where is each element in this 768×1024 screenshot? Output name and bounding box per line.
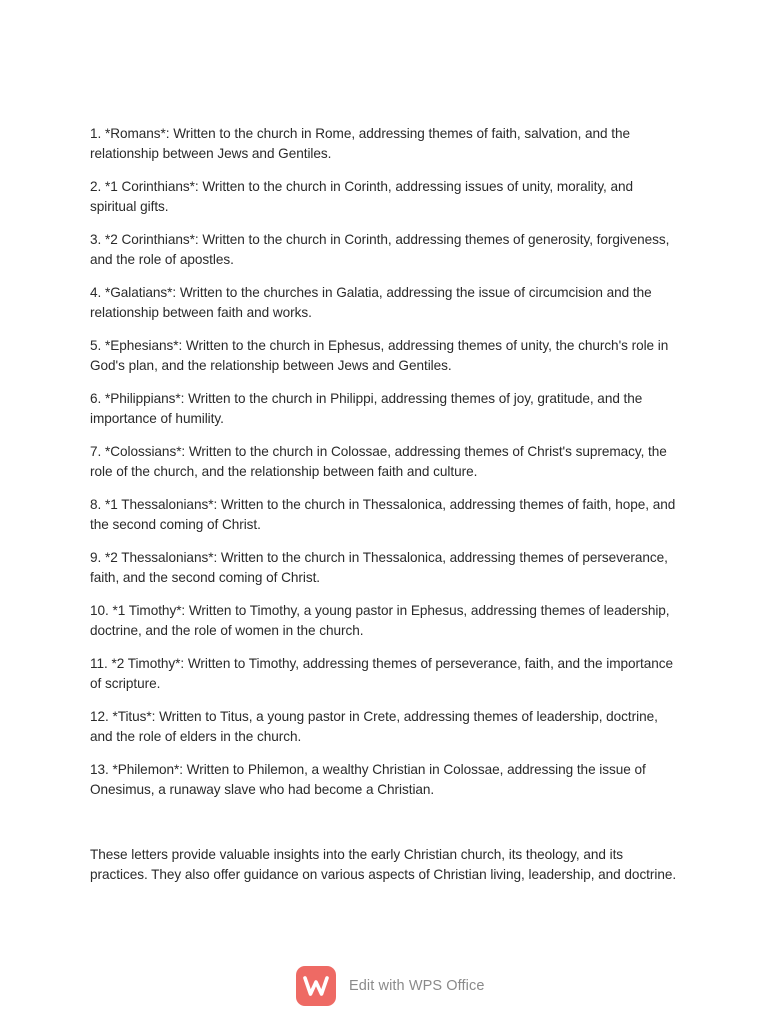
list-item: 5. *Ephesians*: Written to the church in Ephesus, addressing themes of unity, the church's role in God's plan, and the relationship between Jews and Gentiles. [90, 338, 669, 373]
list-item: 7. *Colossians*: Written to the church in Colossae, addressing themes of Christ's supremacy, the role of the church, and the relationship between faith and culture. [90, 444, 667, 479]
list-item: 11. *2 Timothy*: Written to Timothy, addressing themes of perseverance, faith, and the importance of scripture. [90, 656, 673, 691]
list-item: 6. *Philippians*: Written to the church in Philippi, addressing themes of joy, gratitude, and the importance of humility. [90, 391, 643, 426]
wps-office-logo-icon [296, 966, 336, 1006]
list-item: 13. *Philemon*: Written to Philemon, a wealthy Christian in Colossae, addressing the issue of Onesimus, a runaway slave who had become a Christian. [90, 762, 646, 797]
list-item: 9. *2 Thessalonians*: Written to the church in Thessalonica, addressing themes of perseverance, faith, and the second coming of Christ. [90, 550, 668, 585]
list-item: 2. *1 Corinthians*: Written to the church in Corinth, addressing issues of unity, morality, and spiritual gifts. [90, 179, 634, 214]
summary-paragraph: These letters provide valuable insights into the early Christian church, its theology, and its practices. They also offer guidance on various aspects of Christian living, leadership, and doctrine. [90, 847, 677, 882]
list-item: 8. *1 Thessalonians*: Written to the church in Thessalonica, addressing themes of faith, hope, and the second coming of Christ. [90, 497, 676, 532]
wps-office-label: Edit with WPS Office [349, 978, 485, 994]
list-item: 10. *1 Timothy*: Written to Timothy, a young pastor in Ephesus, addressing themes of leadership, doctrine, and the role of women in the church. [90, 603, 670, 638]
edit-with-wps-office-link[interactable] [296, 965, 485, 1007]
letters-list [90, 124, 680, 813]
list-item: 1. *Romans*: Written to the church in Rome, addressing themes of faith, salvation, and the relationship between Jews and Gentiles. [90, 126, 631, 161]
list-item: 12. *Titus*: Written to Titus, a young pastor in Crete, addressing themes of leadership, doctrine, and the role of elders in the church. [90, 709, 658, 744]
list-item: 4. *Galatians*: Written to the churches in Galatia, addressing the issue of circumcision and the relationship between faith and works. [90, 285, 652, 320]
list-item: 3. *2 Corinthians*: Written to the church in Corinth, addressing themes of generosity, forgiveness, and the role of apostles. [90, 232, 670, 267]
